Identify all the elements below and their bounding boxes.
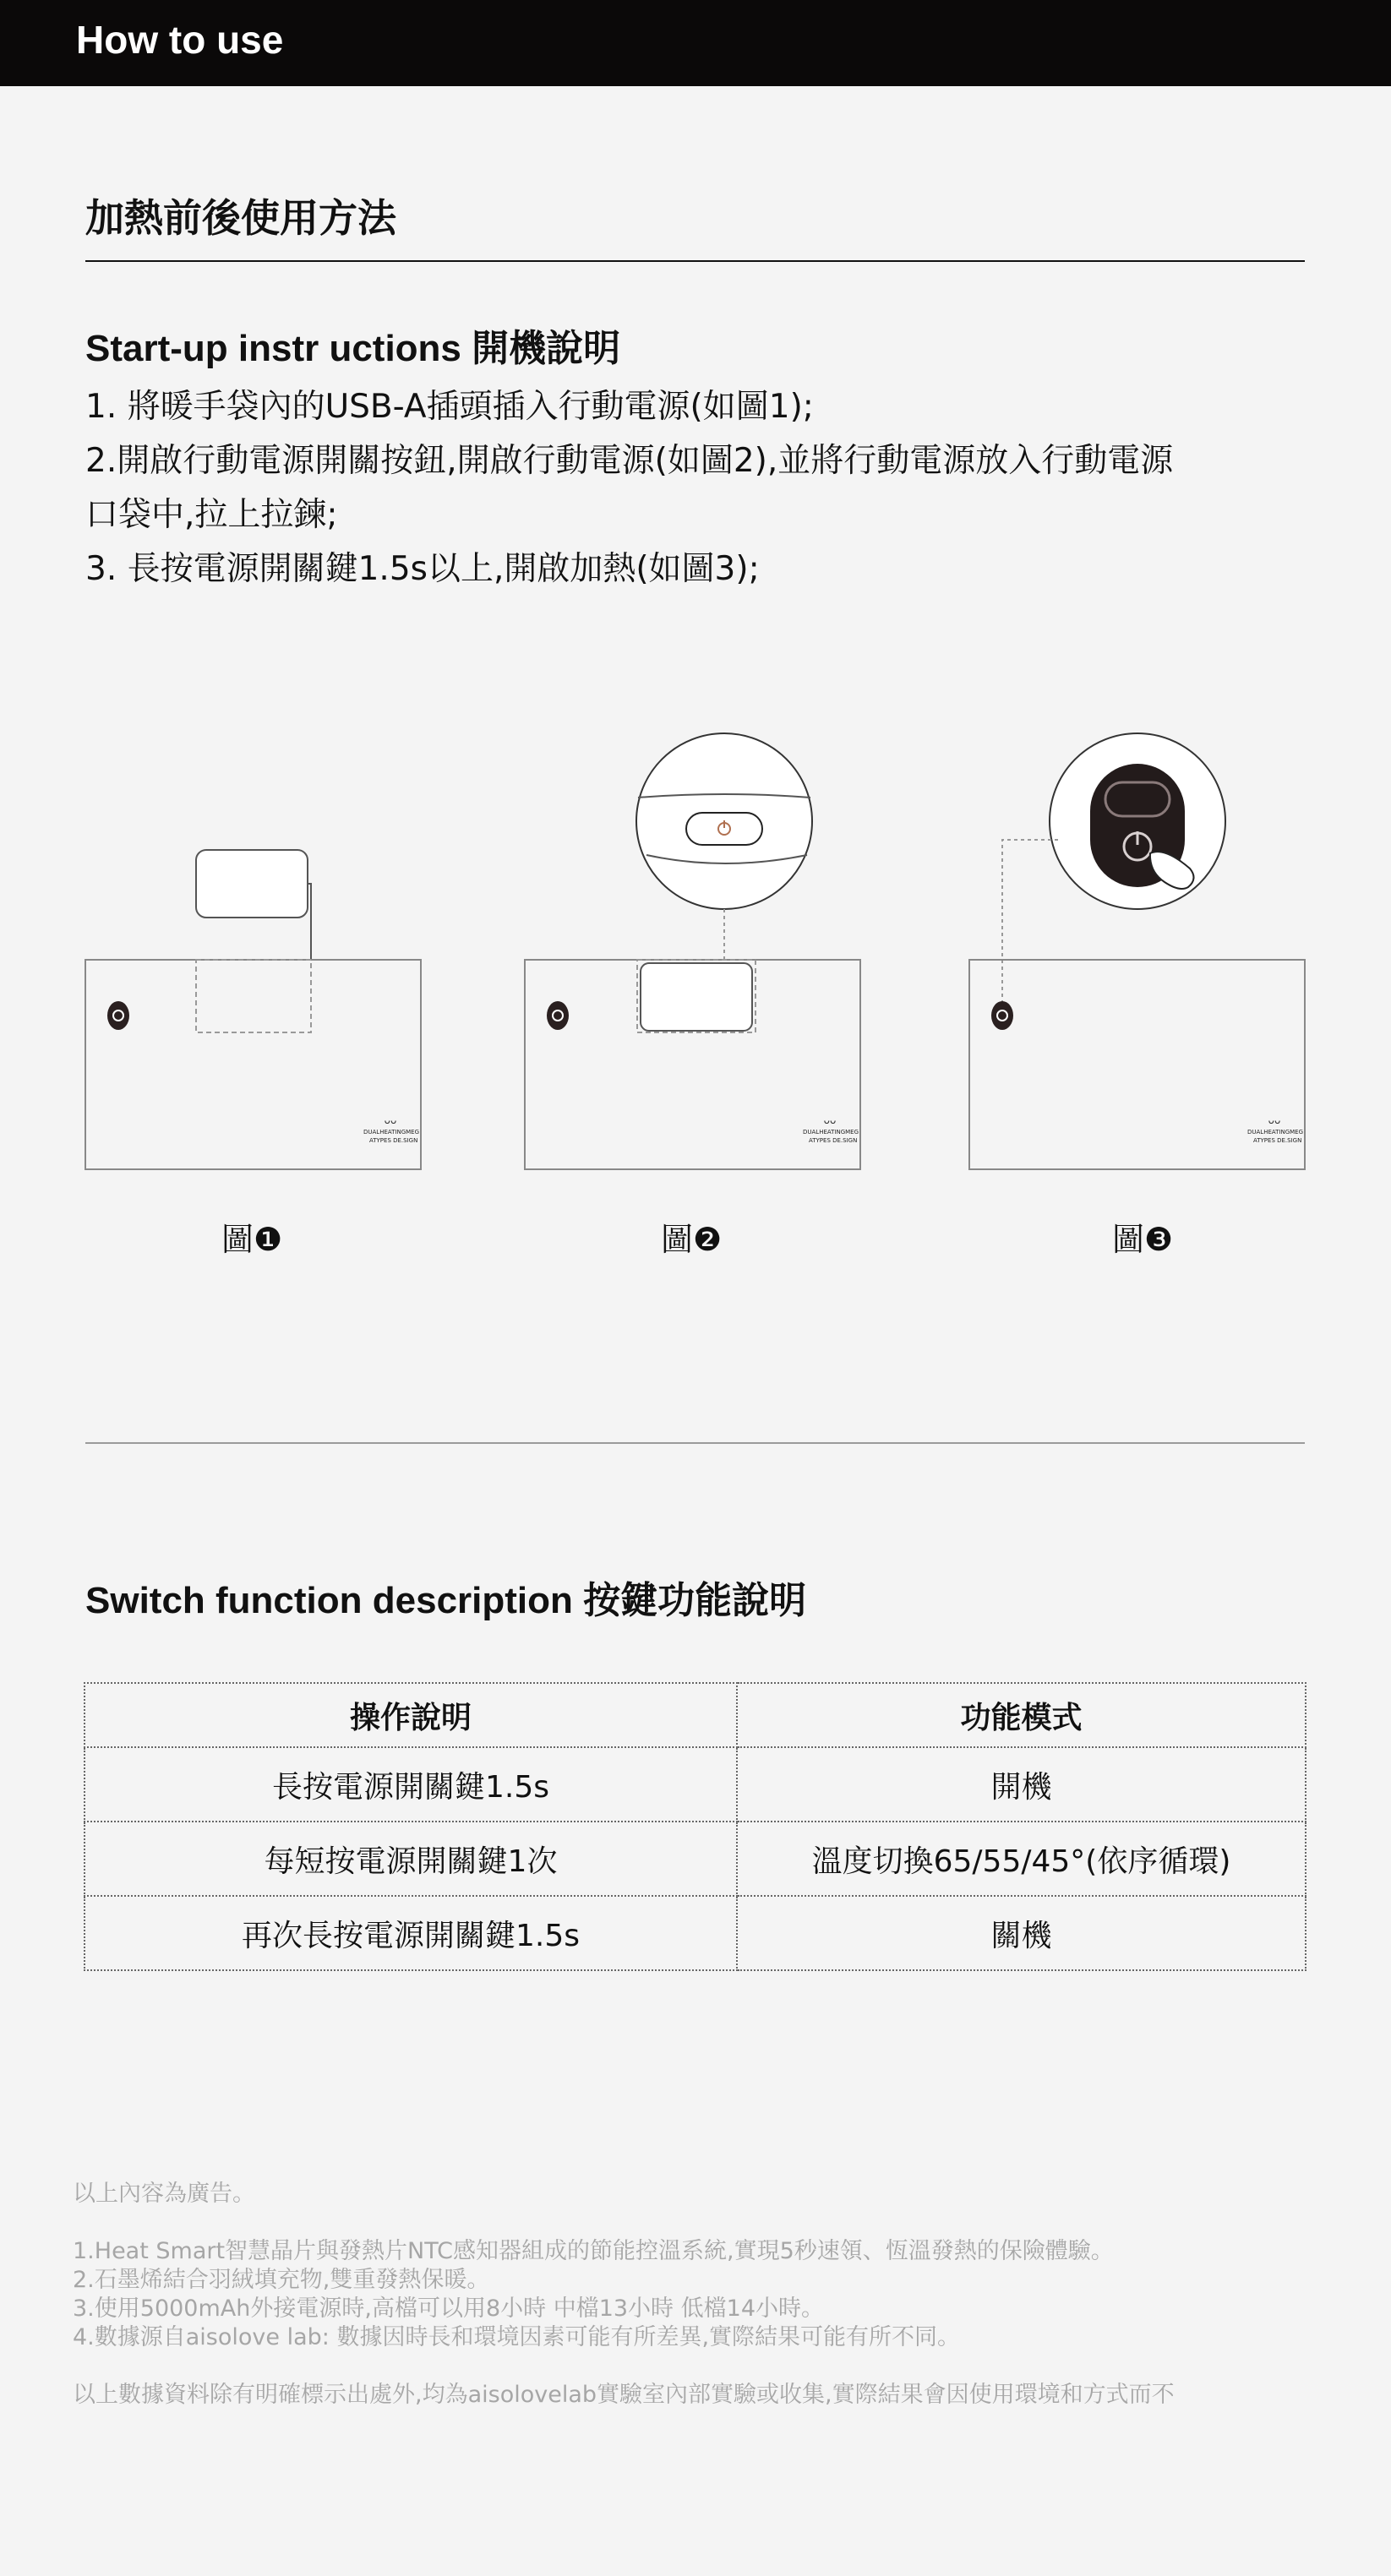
divider: [85, 1442, 1305, 1444]
section-title: 加熱前後使用方法: [85, 195, 396, 241]
figure-2-caption: 圖❷: [661, 1221, 723, 1258]
footnotes: [73, 2180, 1175, 2410]
startup-step: 2.開啟行動電源開關按鈕,開啟行動電源(如圖2),並將行動電源放入行動電源: [85, 442, 1174, 480]
product-label-1: DUALHEATINGMEG: [1247, 1129, 1304, 1136]
table-cell: 溫度切換65/55/45°(依序循環): [737, 1822, 1306, 1896]
product-label-2: ATYPES DE.SIGN: [1253, 1137, 1302, 1144]
figure-3-illustration: [968, 728, 1315, 1174]
svg-text:ᴗᴗ: ᴗᴗ: [823, 1114, 837, 1126]
header-title: How to use: [76, 18, 284, 62]
startup-title: Start-up instr uctions 開機說明: [85, 328, 621, 369]
table-row: [85, 1896, 1306, 1970]
table-cell: 長按電源開關鍵1.5s: [85, 1747, 737, 1822]
note-item: 1.Heat Smart智慧晶片與發熱片NTC感知器組成的節能控溫系統,實現5秒速領、恆溫發熱的保險體驗。: [73, 2238, 1114, 2264]
figure-1-illustration: [85, 845, 423, 1174]
table-cell: 關機: [737, 1896, 1306, 1970]
product-label-2: ATYPES DE.SIGN: [369, 1137, 418, 1144]
table-row: [85, 1822, 1306, 1896]
svg-text:ᴗᴗ: ᴗᴗ: [384, 1114, 397, 1126]
pocket-outline: [196, 960, 311, 1032]
note-item: 4.數據源自aisolove lab: 數據因時長和環境因素可能有所差異,實際結果可能有所不同。: [73, 2324, 961, 2350]
ad-notice: 以上內容為廣告。: [73, 2181, 255, 2207]
svg-text:ᴗᴗ: ᴗᴗ: [1268, 1114, 1281, 1126]
figure-3-caption: 圖❸: [1112, 1221, 1174, 1258]
disclaimer: 以上數據資料除有明確標示出處外,均為aisolovelab實驗室內部實驗或收集,實際結果會因使用環境和方式而不: [73, 2382, 1175, 2408]
switch-title: Switch function description 按鍵功能說明: [85, 1580, 807, 1621]
product-label-1: DUALHEATINGMEG: [363, 1129, 420, 1136]
table-header: 操作說明: [85, 1683, 737, 1747]
table-header: 功能模式: [737, 1683, 1306, 1747]
power-bank-plug-icon: [196, 850, 308, 918]
figure-2-illustration: [524, 728, 879, 1174]
startup-step: 3. 長按電源開關鍵1.5s以上,開啟加熱(如圖3);: [85, 550, 760, 588]
header-bar: [0, 0, 1391, 86]
startup-step: 口袋中,拉上拉鍊;: [85, 496, 338, 534]
table-cell: 再次長按電源開關鍵1.5s: [85, 1896, 737, 1970]
startup-steps: [85, 380, 1328, 596]
note-item: 3.使用5000mAh外接電源時,高檔可以用8小時 中檔13小時 低檔14小時。: [73, 2296, 824, 2322]
note-item: 2.石墨烯結合羽絨填充物,雙重發熱保暖。: [73, 2267, 490, 2293]
product-label-1: DUALHEATINGMEG: [803, 1129, 859, 1136]
product-label-2: ATYPES DE.SIGN: [809, 1137, 858, 1144]
power-button-icon: [686, 813, 762, 845]
divider: [85, 260, 1305, 262]
figure-1-caption: 圖❶: [221, 1221, 283, 1258]
table-cell: 每短按電源開關鍵1次: [85, 1822, 737, 1896]
table-cell: 開機: [737, 1747, 1306, 1822]
table-row: [85, 1747, 1306, 1822]
startup-step: 1. 將暖手袋內的USB-A插頭插入行動電源(如圖1);: [85, 388, 814, 426]
switch-function-table: [84, 1682, 1306, 1971]
table-header-row: [85, 1683, 1306, 1747]
